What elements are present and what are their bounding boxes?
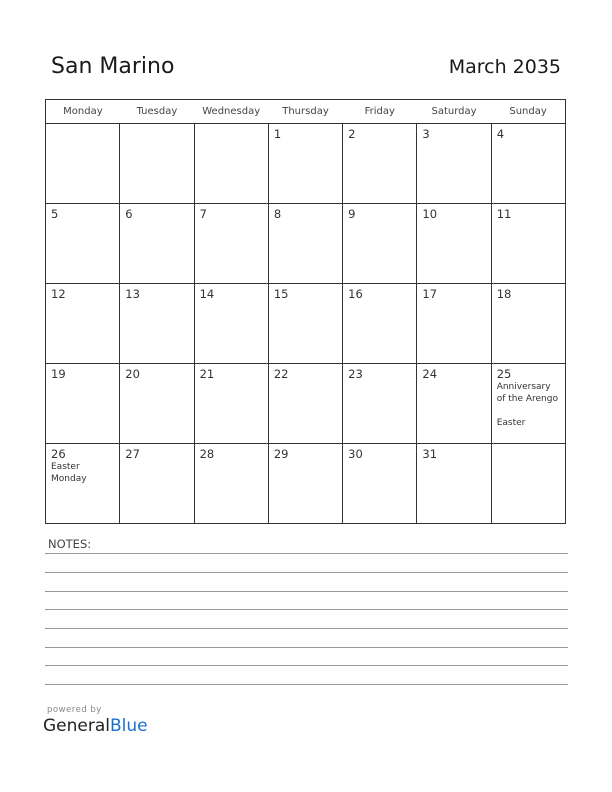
empty-day-cell — [194, 124, 268, 204]
day-number: 6 — [125, 207, 133, 221]
day-cell — [268, 444, 342, 524]
day-cell — [491, 364, 565, 444]
empty-day-cell — [491, 444, 565, 524]
calendar-month: March 2035 — [448, 56, 561, 78]
day-number: 30 — [348, 447, 363, 461]
day-cell — [491, 204, 565, 284]
day-cell — [491, 284, 565, 364]
notes-line — [45, 684, 568, 685]
day-number: 12 — [51, 287, 66, 301]
notes-line — [45, 628, 568, 629]
day-cell — [417, 364, 491, 444]
day-number: 22 — [273, 367, 289, 381]
notes-line — [45, 647, 568, 648]
week-row — [46, 444, 566, 524]
day-cell — [46, 444, 120, 524]
day-number: 15 — [273, 287, 289, 301]
day-number: 25 — [496, 367, 512, 381]
day-number: 7 — [199, 207, 207, 221]
notes-line — [45, 553, 568, 554]
day-cell — [194, 204, 268, 284]
day-number: 31 — [422, 447, 438, 461]
day-number: 3 — [422, 127, 430, 141]
notes-line — [45, 609, 568, 610]
day-cell — [491, 124, 565, 204]
day-cell — [417, 204, 491, 284]
day-number: 1 — [273, 127, 282, 141]
day-number: 19 — [51, 367, 66, 381]
day-cell — [120, 364, 194, 444]
week-row — [46, 364, 566, 444]
weekday-tuesday: Tuesday — [120, 100, 194, 124]
calendar-grid — [45, 99, 566, 524]
notes-line — [45, 591, 568, 592]
day-number: 4 — [496, 127, 505, 141]
weekday-sunday: Sunday — [491, 100, 565, 124]
day-number: 24 — [422, 367, 438, 381]
calendar-title: San Marino — [51, 54, 175, 79]
day-cell — [343, 364, 417, 444]
day-cell — [46, 284, 120, 364]
day-number: 18 — [496, 287, 512, 301]
notes-line — [45, 665, 568, 666]
day-number: 27 — [125, 447, 140, 461]
weekday-friday: Friday — [343, 100, 417, 124]
logo-general: General — [43, 716, 110, 736]
weekday-saturday: Saturday — [417, 100, 491, 124]
weekday-monday: Monday — [46, 100, 120, 124]
day-cell — [268, 284, 342, 364]
day-number: 13 — [125, 287, 140, 301]
empty-day-cell — [46, 124, 120, 204]
holiday-label: Easter — [496, 418, 526, 428]
logo-blue: Blue — [110, 716, 148, 736]
day-cell — [120, 284, 194, 364]
day-number: 23 — [348, 367, 363, 381]
weekday-header-row — [46, 100, 566, 124]
day-cell — [120, 204, 194, 284]
day-number: 14 — [199, 287, 215, 301]
day-number: 26 — [51, 447, 66, 461]
day-cell — [120, 444, 194, 524]
week-row — [46, 124, 566, 204]
week-row — [46, 204, 566, 284]
day-cell — [268, 124, 342, 204]
day-cell — [417, 284, 491, 364]
day-cell — [343, 284, 417, 364]
calendar-body — [46, 124, 566, 524]
powered-by-text: powered by — [47, 705, 102, 715]
day-cell — [343, 204, 417, 284]
empty-day-cell — [120, 124, 194, 204]
day-number: 16 — [348, 287, 363, 301]
day-cell — [268, 204, 342, 284]
holiday-label: Anniversary of the Arengo — [496, 382, 558, 404]
day-number: 9 — [348, 207, 356, 221]
weekday-thursday: Thursday — [268, 100, 342, 124]
day-number: 10 — [422, 207, 438, 221]
day-number: 5 — [51, 207, 59, 221]
holiday-label: Easter Monday — [51, 462, 87, 484]
day-number: 11 — [496, 207, 512, 221]
day-number: 20 — [125, 367, 140, 381]
day-cell — [417, 444, 491, 524]
day-cell — [46, 204, 120, 284]
notes-line — [45, 572, 568, 573]
notes-label: NOTES: — [48, 537, 92, 551]
day-number: 17 — [422, 287, 438, 301]
day-cell — [194, 284, 268, 364]
day-cell — [343, 124, 417, 204]
day-number: 21 — [199, 367, 215, 381]
day-number: 28 — [199, 447, 215, 461]
day-cell — [194, 364, 268, 444]
day-cell — [46, 364, 120, 444]
generalblue-logo — [43, 716, 148, 736]
day-cell — [194, 444, 268, 524]
day-number: 2 — [348, 127, 356, 141]
day-cell — [268, 364, 342, 444]
day-cell — [343, 444, 417, 524]
weekday-wednesday: Wednesday — [194, 100, 268, 124]
day-number: 29 — [273, 447, 289, 461]
day-cell — [417, 124, 491, 204]
day-number: 8 — [273, 207, 282, 221]
week-row — [46, 284, 566, 364]
